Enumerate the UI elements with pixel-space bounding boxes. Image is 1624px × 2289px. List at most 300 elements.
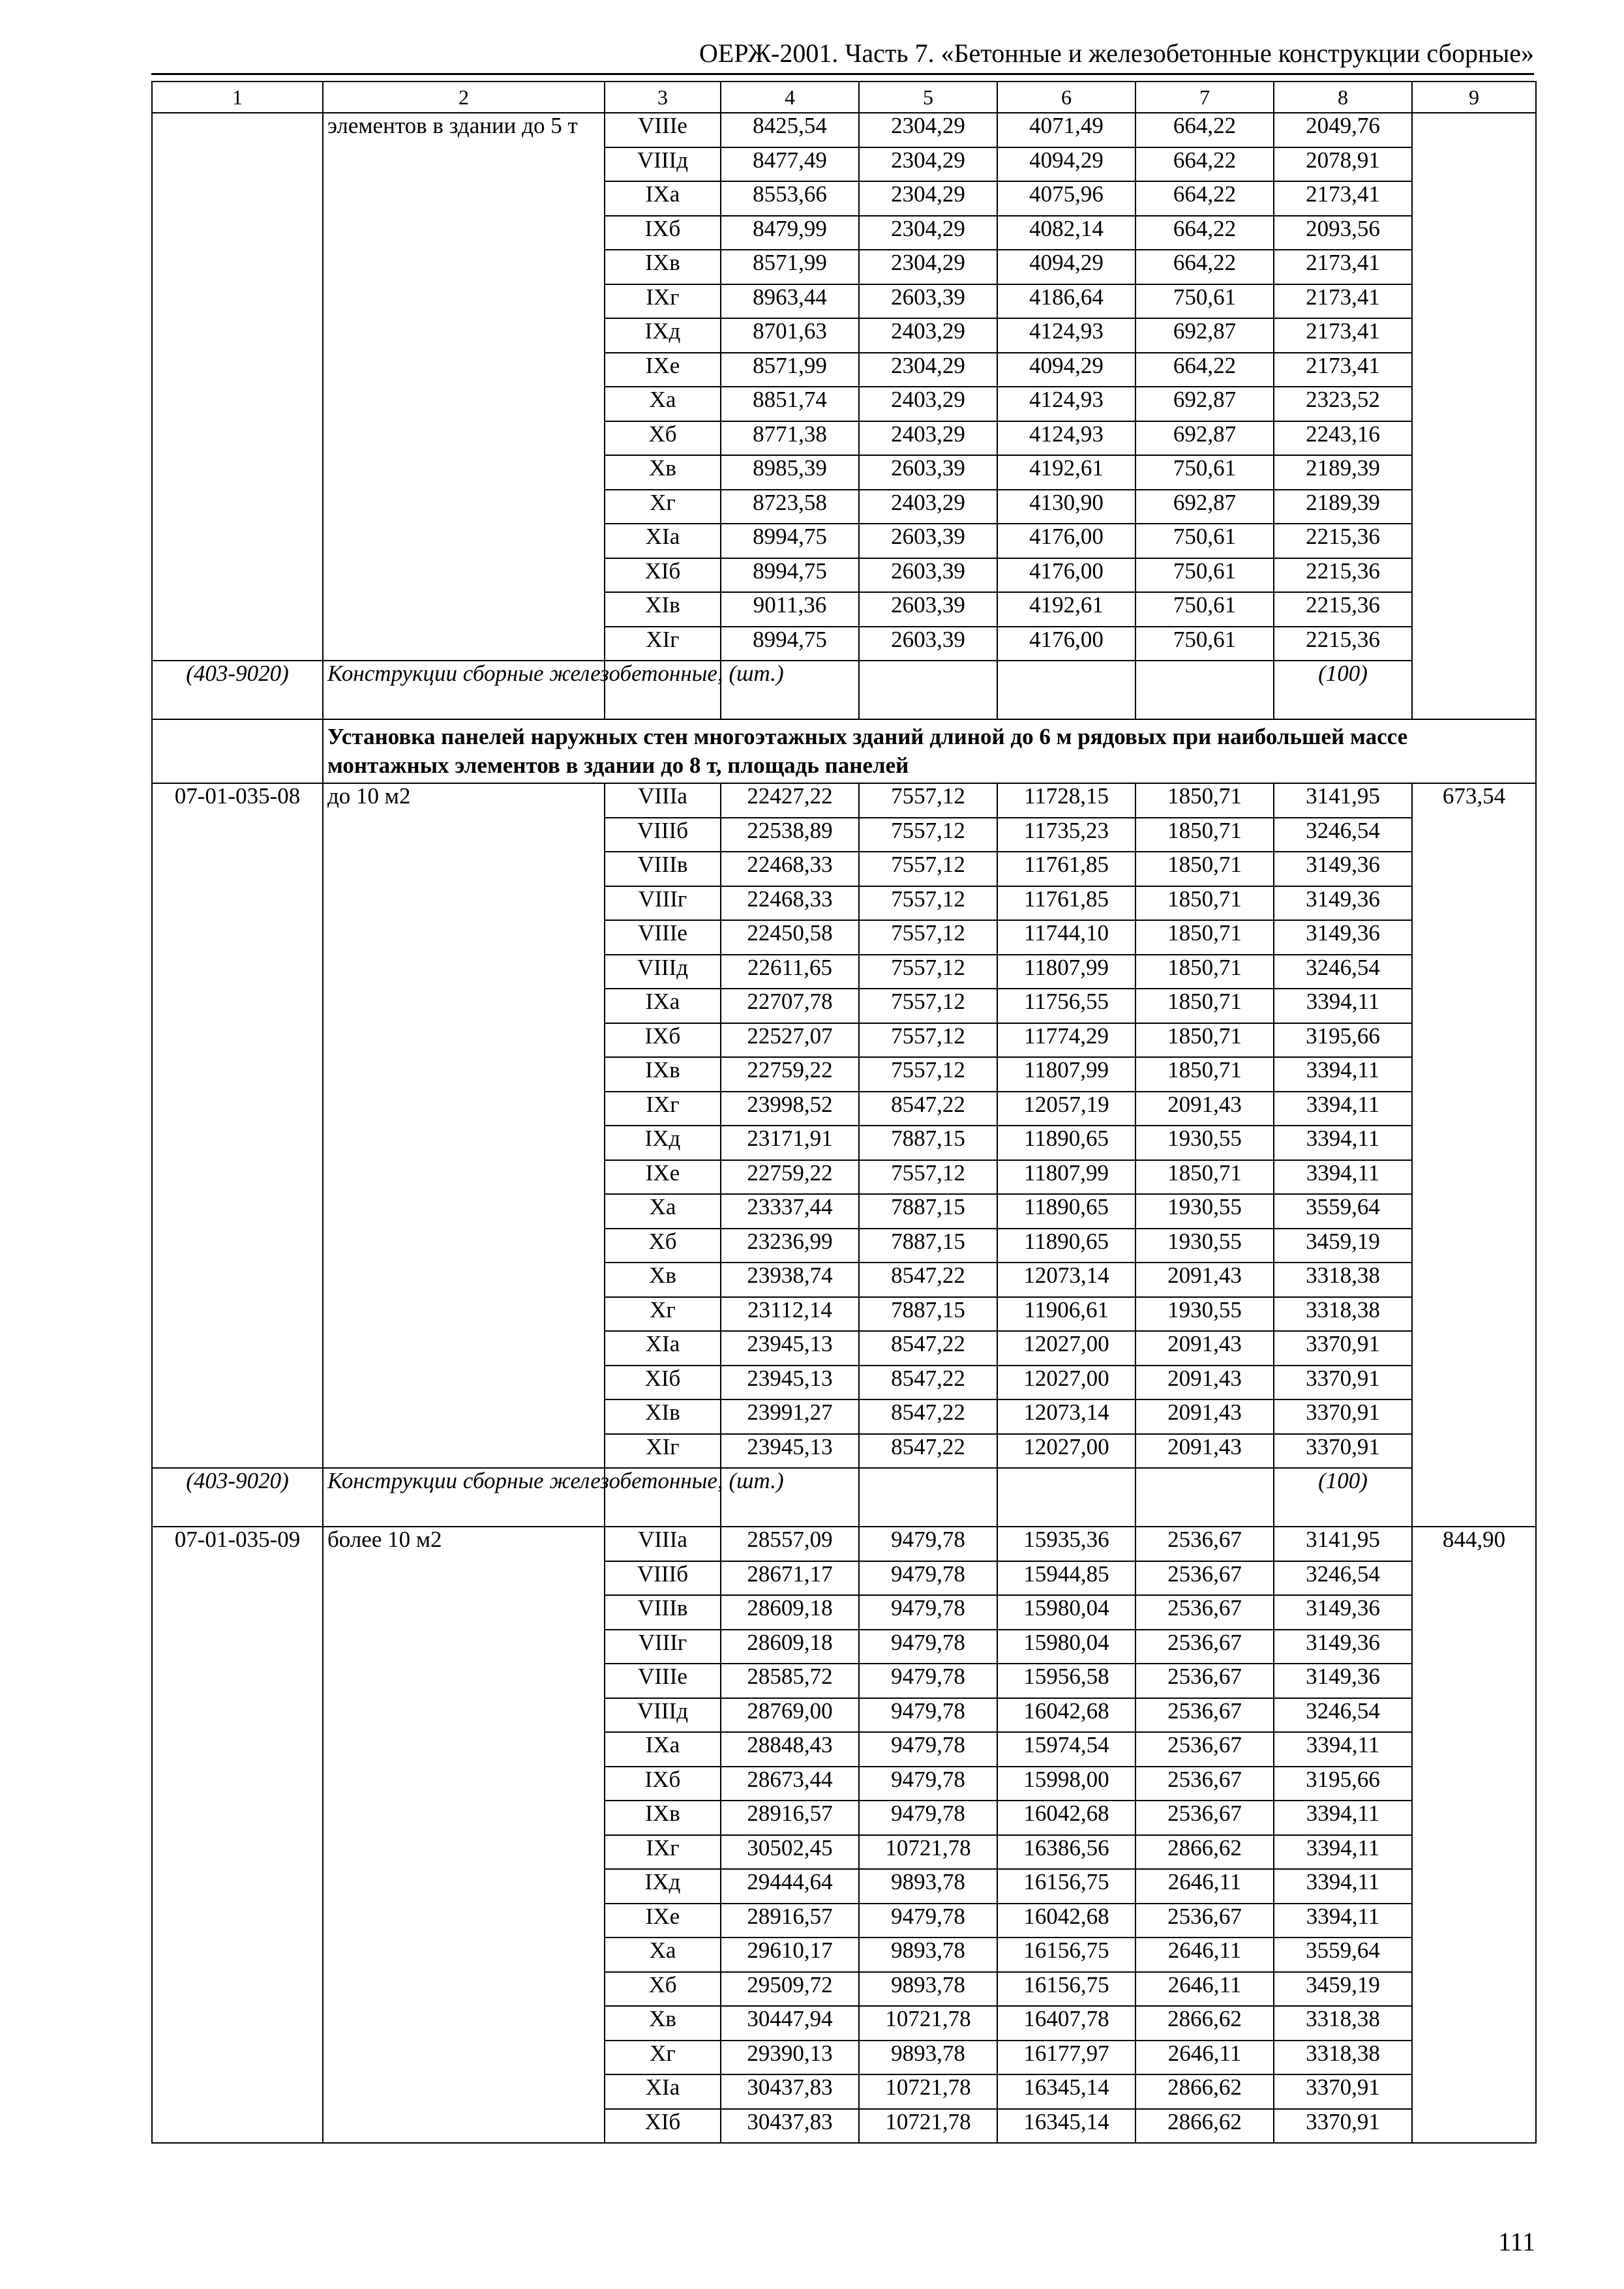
operator-wages: 750,61	[1135, 558, 1274, 593]
machines-cost: 12073,14	[997, 1399, 1135, 1434]
machines-cost: 15944,85	[997, 1561, 1135, 1596]
price-zone: Xб	[605, 421, 721, 456]
wages-cost: 7557,12	[859, 886, 997, 921]
materials-cost: 2323,52	[1274, 387, 1412, 421]
wages-cost: 9893,78	[859, 1972, 997, 2007]
materials-cost: 3141,95	[1274, 1527, 1412, 1561]
price-zone: VIIIб	[605, 1561, 721, 1596]
labor-hours: 844,90	[1412, 1527, 1536, 2143]
materials-cost: 3246,54	[1274, 955, 1412, 989]
rate-code: 07-01-035-09	[152, 1527, 323, 2143]
operator-wages: 2536,67	[1135, 1595, 1274, 1630]
total-cost: 8851,74	[721, 387, 859, 421]
page-number: 111	[1497, 2227, 1535, 2256]
total-cost: 9011,36	[721, 592, 859, 627]
price-zone: XIг	[605, 1434, 721, 1469]
operator-wages: 1930,55	[1135, 1229, 1274, 1263]
price-zone: Xв	[605, 1263, 721, 1297]
wages-cost: 9479,78	[859, 1630, 997, 1664]
price-zone: VIIIв	[605, 852, 721, 886]
operator-wages: 2536,67	[1135, 1698, 1274, 1733]
wages-cost: 2603,39	[859, 592, 997, 627]
total-cost: 29509,72	[721, 1972, 859, 2007]
materials-cost: 2173,41	[1274, 181, 1412, 216]
operator-wages: 664,22	[1135, 113, 1274, 147]
price-zone: Xг	[605, 2041, 721, 2075]
price-zone: VIIIa	[605, 1527, 721, 1561]
operator-wages: 1930,55	[1135, 1194, 1274, 1229]
total-cost: 8571,99	[721, 250, 859, 284]
price-zone: VIIIв	[605, 1595, 721, 1630]
machines-cost: 4071,49	[997, 113, 1135, 147]
operator-wages: 2536,67	[1135, 1630, 1274, 1664]
total-cost: 28557,09	[721, 1527, 859, 1561]
wages-cost: 7557,12	[859, 818, 997, 852]
materials-cost: 3394,11	[1274, 1126, 1412, 1160]
total-cost: 28671,17	[721, 1561, 859, 1596]
operator-wages: 664,22	[1135, 181, 1274, 216]
total-cost: 8425,54	[721, 113, 859, 147]
total-cost: 28673,44	[721, 1767, 859, 1801]
labor-hours: 673,54	[1412, 783, 1536, 1527]
wages-cost: 2304,29	[859, 353, 997, 387]
total-cost: 23945,13	[721, 1331, 859, 1366]
wages-cost: 8547,22	[859, 1092, 997, 1126]
total-cost: 8553,66	[721, 181, 859, 216]
operator-wages: 750,61	[1135, 524, 1274, 558]
machines-cost: 4186,64	[997, 284, 1135, 319]
price-zone: Xб	[605, 1229, 721, 1263]
empty-cell	[859, 661, 997, 719]
machines-cost: 12027,00	[997, 1366, 1135, 1400]
operator-wages: 692,87	[1135, 421, 1274, 456]
machines-cost: 12057,19	[997, 1092, 1135, 1126]
column-number: 2	[323, 82, 605, 113]
column-number: 9	[1412, 82, 1536, 113]
wages-cost: 2403,29	[859, 318, 997, 353]
resource-name: Конструкции сборные железобетонные, (шт.)	[323, 661, 605, 719]
machines-cost: 16042,68	[997, 1904, 1135, 1938]
wages-cost: 7887,15	[859, 1229, 997, 1263]
operator-wages: 2536,67	[1135, 1904, 1274, 1938]
price-zone: IXг	[605, 284, 721, 319]
price-zone: VIIIд	[605, 147, 721, 182]
machines-cost: 4192,61	[997, 455, 1135, 490]
operator-wages: 750,61	[1135, 627, 1274, 661]
operator-wages: 692,87	[1135, 387, 1274, 421]
column-number: 7	[1135, 82, 1274, 113]
price-zone: IXд	[605, 1126, 721, 1160]
materials-cost: 2243,16	[1274, 421, 1412, 456]
wages-cost: 2603,39	[859, 284, 997, 319]
operator-wages: 2091,43	[1135, 1092, 1274, 1126]
total-cost: 28916,57	[721, 1801, 859, 1835]
materials-cost: 3370,91	[1274, 1434, 1412, 1469]
operator-wages: 2091,43	[1135, 1331, 1274, 1366]
machines-cost: 11774,29	[997, 1023, 1135, 1058]
materials-cost: 3394,11	[1274, 1801, 1412, 1835]
total-cost: 8771,38	[721, 421, 859, 456]
materials-cost: 3394,11	[1274, 1057, 1412, 1092]
wages-cost: 2603,39	[859, 524, 997, 558]
machines-cost: 15980,04	[997, 1630, 1135, 1664]
empty-cell	[1135, 661, 1274, 719]
materials-cost: 3318,38	[1274, 2006, 1412, 2041]
materials-cost: 2093,56	[1274, 216, 1412, 250]
materials-cost: 2215,36	[1274, 558, 1412, 593]
materials-cost: 2215,36	[1274, 627, 1412, 661]
column-number: 8	[1274, 82, 1412, 113]
materials-cost: 3318,38	[1274, 2041, 1412, 2075]
machines-cost: 4176,00	[997, 558, 1135, 593]
operator-wages: 1850,71	[1135, 989, 1274, 1023]
materials-cost: 3149,36	[1274, 920, 1412, 955]
resource-name: Конструкции сборные железобетонные, (шт.)	[323, 1468, 605, 1527]
machines-cost: 11735,23	[997, 818, 1135, 852]
materials-cost: 2189,39	[1274, 490, 1412, 524]
machines-cost: 4124,93	[997, 387, 1135, 421]
empty-cell	[997, 661, 1135, 719]
table-row	[152, 1527, 1536, 1561]
wages-cost: 2304,29	[859, 113, 997, 147]
machines-cost: 4176,00	[997, 524, 1135, 558]
operator-wages: 2646,11	[1135, 1972, 1274, 2007]
wages-cost: 7557,12	[859, 1160, 997, 1195]
wages-cost: 7557,12	[859, 783, 997, 818]
machines-cost: 15998,00	[997, 1767, 1135, 1801]
operator-wages: 2646,11	[1135, 1869, 1274, 1904]
rate-code: 07-01-035-08	[152, 783, 323, 1468]
wages-cost: 2304,29	[859, 147, 997, 182]
materials-cost: 3559,64	[1274, 1937, 1412, 1972]
total-cost: 8994,75	[721, 558, 859, 593]
wages-cost: 2304,29	[859, 216, 997, 250]
price-zone: IXe	[605, 1160, 721, 1195]
operator-wages: 2536,67	[1135, 1767, 1274, 1801]
machines-cost: 4176,00	[997, 627, 1135, 661]
price-zone: XIб	[605, 1366, 721, 1400]
operator-wages: 664,22	[1135, 216, 1274, 250]
table-row	[152, 113, 1536, 147]
wages-cost: 7887,15	[859, 1126, 997, 1160]
materials-cost: 3149,36	[1274, 1664, 1412, 1698]
resource-code: (403-9020)	[152, 1468, 323, 1527]
table-row	[152, 783, 1536, 818]
work-description: более 10 м2	[323, 1527, 605, 2143]
header-rule	[151, 73, 1534, 75]
wages-cost: 7557,12	[859, 1057, 997, 1092]
wages-cost: 9479,78	[859, 1527, 997, 1561]
operator-wages: 2866,62	[1135, 2074, 1274, 2109]
price-zone: IXг	[605, 1835, 721, 1870]
total-cost: 23938,74	[721, 1263, 859, 1297]
machines-cost: 4192,61	[997, 592, 1135, 627]
machines-cost: 11744,10	[997, 920, 1135, 955]
total-cost: 22611,65	[721, 955, 859, 989]
labor-hours	[1412, 113, 1536, 719]
machines-cost: 16345,14	[997, 2109, 1135, 2144]
price-zone: VIIIe	[605, 1664, 721, 1698]
price-zone: VIIIe	[605, 920, 721, 955]
price-zone: XIб	[605, 2109, 721, 2144]
materials-cost: 3246,54	[1274, 818, 1412, 852]
wages-cost: 9479,78	[859, 1732, 997, 1767]
materials-cost: 3370,91	[1274, 2109, 1412, 2144]
materials-cost: 3394,11	[1274, 1869, 1412, 1904]
total-cost: 8723,58	[721, 490, 859, 524]
machines-cost: 11807,99	[997, 1057, 1135, 1092]
operator-wages: 2646,11	[1135, 1937, 1274, 1972]
operator-wages: 1930,55	[1135, 1297, 1274, 1332]
price-zone: VIIIг	[605, 1630, 721, 1664]
operator-wages: 1850,71	[1135, 783, 1274, 818]
price-zone: Xг	[605, 1297, 721, 1332]
wages-cost: 7557,12	[859, 955, 997, 989]
materials-cost: 2173,41	[1274, 353, 1412, 387]
materials-cost: 3370,91	[1274, 2074, 1412, 2109]
price-zone: XIв	[605, 1399, 721, 1434]
materials-cost: 3370,91	[1274, 1399, 1412, 1434]
total-cost: 22707,78	[721, 989, 859, 1023]
operator-wages: 1850,71	[1135, 1160, 1274, 1195]
total-cost: 23945,13	[721, 1434, 859, 1469]
machines-cost: 16042,68	[997, 1698, 1135, 1733]
price-zone: IXб	[605, 1767, 721, 1801]
machines-cost: 4094,29	[997, 250, 1135, 284]
materials-cost: 3394,11	[1274, 1160, 1412, 1195]
materials-cost: 2215,36	[1274, 524, 1412, 558]
total-cost: 29444,64	[721, 1869, 859, 1904]
machines-cost: 15935,36	[997, 1527, 1135, 1561]
total-cost: 23337,44	[721, 1194, 859, 1229]
operator-wages: 2866,62	[1135, 1835, 1274, 1870]
materials-cost: 3246,54	[1274, 1698, 1412, 1733]
materials-cost: 2173,41	[1274, 318, 1412, 353]
column-number-row	[152, 82, 1536, 113]
column-number: 4	[721, 82, 859, 113]
rates-table	[151, 81, 1537, 2144]
materials-cost: 3370,91	[1274, 1331, 1412, 1366]
wages-cost: 7557,12	[859, 920, 997, 955]
operator-wages: 2091,43	[1135, 1263, 1274, 1297]
operator-wages: 750,61	[1135, 592, 1274, 627]
materials-cost: 2173,41	[1274, 250, 1412, 284]
total-cost: 8571,99	[721, 353, 859, 387]
operator-wages: 664,22	[1135, 147, 1274, 182]
operator-wages: 2091,43	[1135, 1399, 1274, 1434]
wages-cost: 2603,39	[859, 558, 997, 593]
operator-wages: 2646,11	[1135, 2041, 1274, 2075]
operator-wages: 664,22	[1135, 353, 1274, 387]
work-description: до 10 м2	[323, 783, 605, 1468]
materials-cost: 3149,36	[1274, 1630, 1412, 1664]
price-zone: VIIIa	[605, 783, 721, 818]
wages-cost: 7557,12	[859, 989, 997, 1023]
total-cost: 28916,57	[721, 1904, 859, 1938]
materials-cost: 2189,39	[1274, 455, 1412, 490]
operator-wages: 1850,71	[1135, 1057, 1274, 1092]
wages-cost: 2403,29	[859, 490, 997, 524]
price-zone: XIa	[605, 524, 721, 558]
price-zone: IXa	[605, 181, 721, 216]
empty-cell	[859, 1468, 997, 1527]
total-cost: 23998,52	[721, 1092, 859, 1126]
wages-cost: 7887,15	[859, 1194, 997, 1229]
materials-cost: 3559,64	[1274, 1194, 1412, 1229]
resource-code: (403-9020)	[152, 661, 323, 719]
operator-wages: 1850,71	[1135, 920, 1274, 955]
empty-cell	[1135, 1468, 1274, 1527]
wages-cost: 8547,22	[859, 1399, 997, 1434]
price-zone: Xa	[605, 1194, 721, 1229]
machines-cost: 15956,58	[997, 1664, 1135, 1698]
machines-cost: 4094,29	[997, 353, 1135, 387]
materials-cost: 3149,36	[1274, 1595, 1412, 1630]
operator-wages: 1850,71	[1135, 1023, 1274, 1058]
total-cost: 22759,22	[721, 1057, 859, 1092]
wages-cost: 7557,12	[859, 852, 997, 886]
wages-cost: 9479,78	[859, 1664, 997, 1698]
operator-wages: 2536,67	[1135, 1664, 1274, 1698]
wages-cost: 10721,78	[859, 2006, 997, 2041]
operator-wages: 2866,62	[1135, 2006, 1274, 2041]
wages-cost: 2403,29	[859, 421, 997, 456]
price-zone: IXд	[605, 1869, 721, 1904]
resource-row	[152, 661, 1536, 719]
machines-cost: 16407,78	[997, 2006, 1135, 2041]
price-zone: Xв	[605, 2006, 721, 2041]
wages-cost: 9893,78	[859, 1869, 997, 1904]
machines-cost: 15980,04	[997, 1595, 1135, 1630]
materials-cost: 3195,66	[1274, 1767, 1412, 1801]
price-zone: IXe	[605, 353, 721, 387]
materials-cost: 3459,19	[1274, 1972, 1412, 2007]
machines-cost: 16042,68	[997, 1801, 1135, 1835]
machines-cost: 4075,96	[997, 181, 1135, 216]
materials-cost: 2078,91	[1274, 147, 1412, 182]
total-cost: 30437,83	[721, 2074, 859, 2109]
total-cost: 22450,58	[721, 920, 859, 955]
machines-cost: 15974,54	[997, 1732, 1135, 1767]
wages-cost: 7887,15	[859, 1297, 997, 1332]
machines-cost: 4124,93	[997, 421, 1135, 456]
wages-cost: 7557,12	[859, 1023, 997, 1058]
total-cost: 30447,94	[721, 2006, 859, 2041]
wages-cost: 10721,78	[859, 1835, 997, 1870]
price-zone: VIIIд	[605, 1698, 721, 1733]
operator-wages: 750,61	[1135, 455, 1274, 490]
total-cost: 8985,39	[721, 455, 859, 490]
price-zone: VIIIб	[605, 818, 721, 852]
materials-cost: 3318,38	[1274, 1297, 1412, 1332]
resource-quantity: (100)	[1274, 661, 1412, 719]
total-cost: 8479,99	[721, 216, 859, 250]
machines-cost: 11756,55	[997, 989, 1135, 1023]
price-zone: IXд	[605, 318, 721, 353]
total-cost: 22538,89	[721, 818, 859, 852]
price-zone: IXe	[605, 1904, 721, 1938]
materials-cost: 3195,66	[1274, 1023, 1412, 1058]
total-cost: 23112,14	[721, 1297, 859, 1332]
materials-cost: 3394,11	[1274, 989, 1412, 1023]
materials-cost: 2173,41	[1274, 284, 1412, 319]
section-heading: Установка панелей наружных стен многоэтажных зданий длиной до 6 м рядовых при наибольшей массе монтажных элементов в здании до 8 т, площадь панелей	[323, 719, 1536, 783]
materials-cost: 3141,95	[1274, 783, 1412, 818]
wages-cost: 8547,22	[859, 1263, 997, 1297]
price-zone: IXa	[605, 989, 721, 1023]
total-cost: 28585,72	[721, 1664, 859, 1698]
total-cost: 8477,49	[721, 147, 859, 182]
machines-cost: 11761,85	[997, 852, 1135, 886]
price-zone: IXг	[605, 1092, 721, 1126]
price-zone: IXб	[605, 216, 721, 250]
total-cost: 29610,17	[721, 1937, 859, 1972]
materials-cost: 3394,11	[1274, 1732, 1412, 1767]
machines-cost: 16386,56	[997, 1835, 1135, 1870]
materials-cost: 3246,54	[1274, 1561, 1412, 1596]
total-cost: 29390,13	[721, 2041, 859, 2075]
materials-cost: 3370,91	[1274, 1366, 1412, 1400]
wages-cost: 9479,78	[859, 1801, 997, 1835]
column-number: 6	[997, 82, 1135, 113]
total-cost: 22759,22	[721, 1160, 859, 1195]
total-cost: 28848,43	[721, 1732, 859, 1767]
work-description: элементов в здании до 5 т	[323, 113, 605, 661]
materials-cost: 2049,76	[1274, 113, 1412, 147]
price-zone: Xa	[605, 387, 721, 421]
total-cost: 23945,13	[721, 1366, 859, 1400]
machines-cost: 16156,75	[997, 1869, 1135, 1904]
price-zone: Xв	[605, 455, 721, 490]
operator-wages: 2091,43	[1135, 1434, 1274, 1469]
machines-cost: 12027,00	[997, 1434, 1135, 1469]
wages-cost: 10721,78	[859, 2074, 997, 2109]
total-cost: 23991,27	[721, 1399, 859, 1434]
machines-cost: 11807,99	[997, 955, 1135, 989]
price-zone: Xб	[605, 1972, 721, 2007]
total-cost: 8994,75	[721, 524, 859, 558]
column-number: 1	[152, 82, 323, 113]
total-cost: 30502,45	[721, 1835, 859, 1870]
machines-cost: 16156,75	[997, 1937, 1135, 1972]
total-cost: 22468,33	[721, 852, 859, 886]
price-zone: XIв	[605, 592, 721, 627]
page-header: ОЕРЖ-2001. Часть 7. «Бетонные и железобетонные конструкции сборные»	[699, 38, 1534, 68]
machines-cost: 11890,65	[997, 1194, 1135, 1229]
price-zone: XIa	[605, 1331, 721, 1366]
total-cost: 28769,00	[721, 1698, 859, 1733]
operator-wages: 1850,71	[1135, 886, 1274, 921]
operator-wages: 692,87	[1135, 318, 1274, 353]
price-zone: IXa	[605, 1732, 721, 1767]
wages-cost: 9893,78	[859, 1937, 997, 1972]
price-zone: VIIIe	[605, 113, 721, 147]
operator-wages: 1850,71	[1135, 818, 1274, 852]
wages-cost: 9479,78	[859, 1698, 997, 1733]
operator-wages: 750,61	[1135, 284, 1274, 319]
wages-cost: 2603,39	[859, 627, 997, 661]
materials-cost: 3149,36	[1274, 886, 1412, 921]
operator-wages: 1850,71	[1135, 852, 1274, 886]
machines-cost: 16156,75	[997, 1972, 1135, 2007]
operator-wages: 2536,67	[1135, 1561, 1274, 1596]
total-cost: 30437,83	[721, 2109, 859, 2144]
total-cost: 8963,44	[721, 284, 859, 319]
total-cost: 22468,33	[721, 886, 859, 921]
machines-cost: 11761,85	[997, 886, 1135, 921]
wages-cost: 2304,29	[859, 250, 997, 284]
price-zone: XIг	[605, 627, 721, 661]
